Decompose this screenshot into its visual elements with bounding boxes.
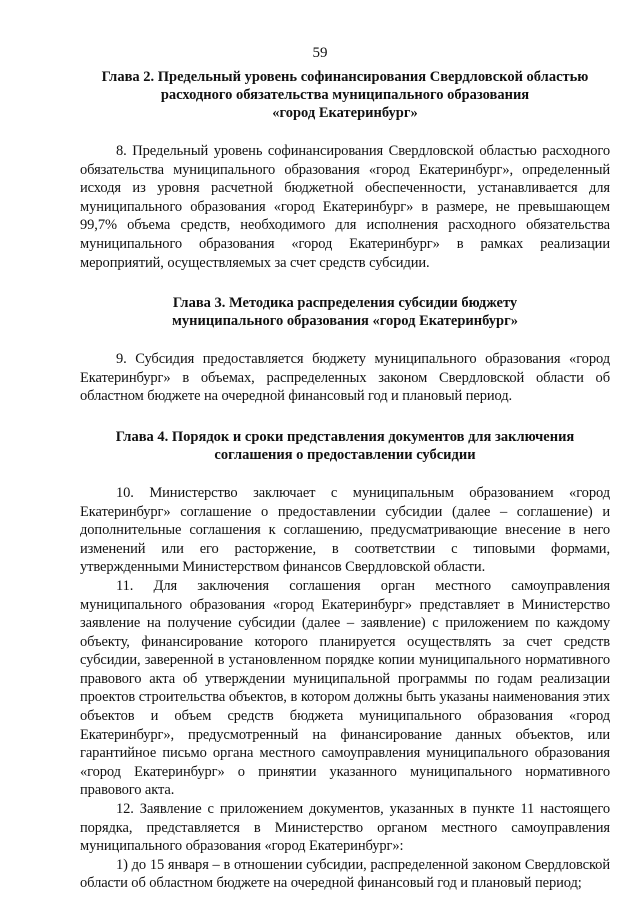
page-number: 59 bbox=[312, 45, 328, 61]
paragraph-9: 9. Субсидия предоставляется бюджету муниципального образования «город Екатеринбург» в объемах, распределенных законом Свердловской области об областном бюджете на очередной финансовый год и плановый период. bbox=[80, 351, 610, 405]
chapter-4-heading bbox=[80, 428, 610, 464]
paragraph-12-item-1: 1) до 15 января – в отношении субсидии, распределенной законом Свердловской области об областном бюджете на очередной финансовый год и плановый период; bbox=[80, 856, 610, 892]
chapter-2-title-line-1: Глава 2. Предельный уровень софинансирования Свердловской областью bbox=[101, 69, 589, 85]
paragraph-12: 12. Заявление с приложением документов, указанных в пункте 11 настоящего порядка, представляется в Министерство органом местного самоуправления муниципального образования «город Екатеринбург»: bbox=[80, 801, 610, 855]
chapter-4-title-line-2: соглашения о предоставлении субсидии bbox=[214, 446, 476, 463]
spacer bbox=[80, 406, 610, 428]
paragraph-10: 10. Министерство заключает с муниципальным образованием «город Екатеринбург» соглашение о предоставлении субсидии (далее – соглашение) и дополнительные соглашения к соглашению, предусматривающие внесение в него изменений или его расторжение, в соответствии с типовыми формами, утвержденными Министерством финансов Свердловской области. bbox=[80, 484, 610, 576]
spacer bbox=[80, 464, 610, 484]
spacer bbox=[80, 330, 610, 350]
chapter-4-title-line-1: Глава 4. Порядок и сроки представления документов для заключения bbox=[115, 428, 575, 445]
chapter-2-title-line-3: «город Екатеринбург» bbox=[272, 105, 418, 121]
paragraph-11: 11. Для заключения соглашения орган местного самоуправления муниципального образования «город Екатеринбург» представляет в Министерство заявление на получение субсидии (далее – заявление) с приложением по каждому объекту, финансирование которого планируется осуществлять за счет средств субсидии, заверенной в установленном порядке копии муниципального нормативного правового акта об утверждении муниципальной программы по годам реализации проектов строительства объектов, в котором должны быть указаны наименования этих объектов и объем средств бюджета муниципального образования «город Екатеринбург», предусмотренный на финансирование данных объектов, или гарантийное письмо органа местного самоуправления муниципального образования «город Екатеринбург» о принятии указанного муниципального нормативного правового акта. bbox=[80, 577, 610, 799]
chapter-3-title-line-2: муниципального образования «город Екатеринбург» bbox=[172, 313, 518, 330]
spacer bbox=[80, 122, 610, 142]
spacer bbox=[80, 272, 610, 294]
chapter-2-title-line-2: расходного обязательства муниципального образования bbox=[160, 87, 530, 103]
document-body bbox=[80, 68, 610, 893]
chapter-3-heading bbox=[80, 294, 610, 330]
chapter-3-title-line-1: Глава 3. Методика распределения субсидии бюджету bbox=[172, 295, 518, 312]
chapter-2-heading bbox=[80, 68, 610, 122]
paragraph-8: 8. Предельный уровень софинансирования Свердловской областью расходного обязательства муниципального образования «город Екатеринбург», определенный исходя из уровня расчетной бюджетной обеспеченности, устанавливается для муниципального образования «город Екатеринбург» в размере, не превышающем 99,7% объема средств, необходимого для исполнения расходного обязательства муниципального образования «город Екатеринбург» в рамках реализации мероприятий, осуществляемых за счет средств субсидии. bbox=[80, 143, 610, 271]
